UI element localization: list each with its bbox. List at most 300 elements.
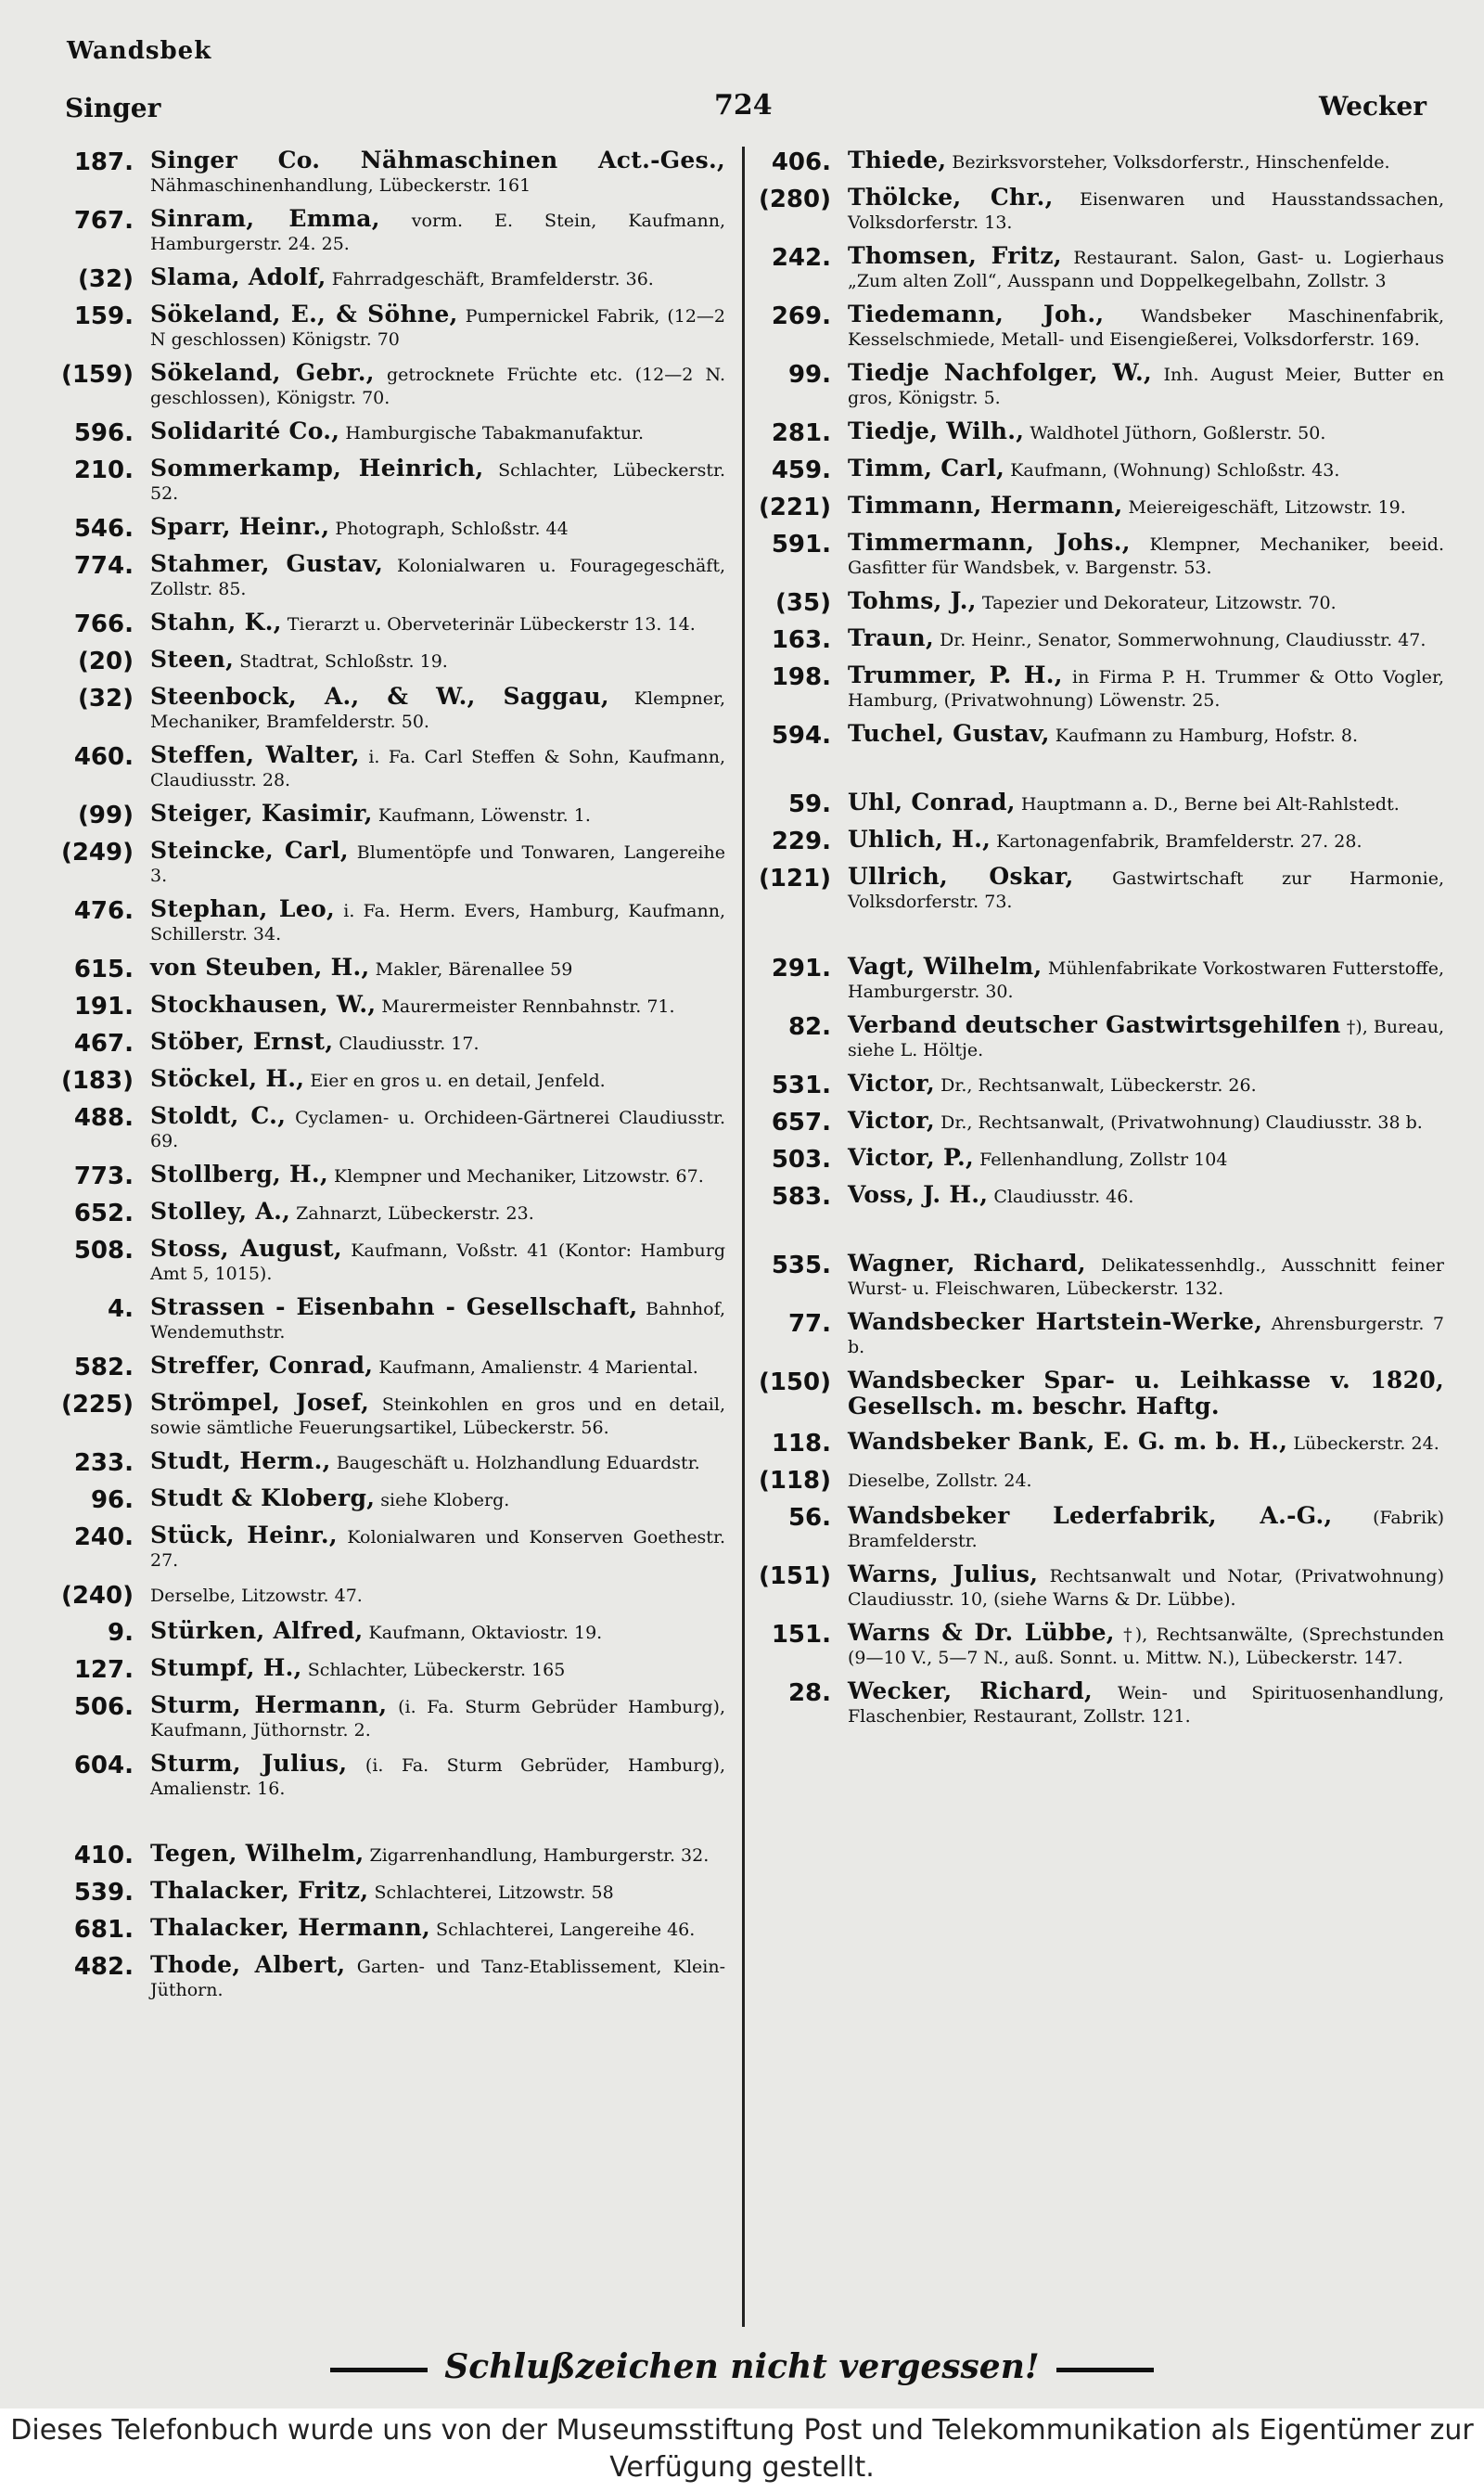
subscriber-details: Claudiusstr. 17. xyxy=(339,1034,480,1054)
directory-entry xyxy=(58,648,725,675)
entry-text xyxy=(848,1146,1444,1172)
subscriber-name: Sommerkamp, Heinrich, xyxy=(150,455,484,482)
subscriber-details: Maurermeister Rennbahnstr. 71. xyxy=(381,996,675,1017)
directory-entry xyxy=(753,456,1444,484)
subscriber-name: Streffer, Conrad, xyxy=(150,1352,374,1379)
phone-number: (35) xyxy=(775,589,831,617)
phone-number: 506. xyxy=(73,1693,134,1721)
subscriber-name: Timmann, Hermann, xyxy=(848,492,1123,519)
directory-entry xyxy=(753,1252,1444,1301)
subscriber-details: Photograph, Schloßstr. 44 xyxy=(335,519,569,539)
phone-number: (183) xyxy=(60,1067,134,1095)
subscriber-name: Warns, Julius, xyxy=(848,1561,1039,1587)
entry-text xyxy=(150,1953,725,2002)
phone-number: 77. xyxy=(787,1310,831,1338)
entry-text xyxy=(150,515,725,541)
subscriber-details: Schlachter, Lübeckerstr. 165 xyxy=(307,1660,566,1680)
subscriber-details: Klempner und Mechaniker, Litzowstr. 67. xyxy=(334,1166,704,1187)
entry-text xyxy=(848,1013,1444,1062)
phone-number: 82. xyxy=(787,1013,831,1041)
subscriber-name: Steffen, Walter, xyxy=(150,741,360,768)
footer-rule-right xyxy=(1056,2368,1154,2372)
directory-entry xyxy=(58,1752,725,1801)
directory-entry xyxy=(58,1391,725,1440)
directory-entry xyxy=(58,993,725,1021)
entry-text xyxy=(150,1104,725,1153)
phone-number: 269. xyxy=(771,302,831,330)
phone-number: 604. xyxy=(73,1752,134,1779)
subscriber-name: Singer Co. Nähmaschinen Act.-Ges., xyxy=(150,147,725,173)
subscriber-name: Traun, xyxy=(848,624,935,651)
subscriber-name: Victor, xyxy=(848,1107,936,1134)
directory-entry xyxy=(58,1163,725,1190)
entry-text xyxy=(848,626,1444,652)
subscriber-details: Kolonialwaren und Konserven Goethestr. 27. xyxy=(150,1527,725,1571)
phone-number: 240. xyxy=(73,1523,134,1551)
entry-text xyxy=(848,790,1444,816)
entry-text xyxy=(150,1656,725,1682)
entry-text xyxy=(150,207,725,256)
subscriber-details: i. Fa. Carl Steffen & Sohn, Kaufmann, Claudiusstr. 28. xyxy=(150,747,725,790)
directory-entry xyxy=(753,828,1444,855)
directory-entry xyxy=(58,1916,725,1944)
directory-entry xyxy=(58,897,725,946)
subscriber-details: Dr., Rechtsanwalt, Lübeckerstr. 26. xyxy=(940,1075,1257,1096)
entry-text xyxy=(848,1183,1444,1209)
directory-entry xyxy=(58,148,725,198)
entry-text xyxy=(150,1486,725,1512)
directory-entry xyxy=(58,1237,725,1286)
phone-number: 127. xyxy=(73,1656,134,1684)
subscriber-details: i. Fa. Herm. Evers, Hamburg, Kaufmann, Schillerstr. 34. xyxy=(150,901,725,944)
phone-number: (240) xyxy=(60,1582,134,1610)
directory-entry xyxy=(753,361,1444,410)
entry-text xyxy=(150,265,725,291)
phone-number: 410. xyxy=(73,1842,134,1869)
phone-number: 535. xyxy=(771,1252,831,1279)
subscriber-details: Eier en gros u. en detail, Jenfeld. xyxy=(310,1071,606,1091)
phone-number: 229. xyxy=(771,828,831,855)
directory-entry xyxy=(753,955,1444,1004)
subscriber-details: Makler, Bärenallee 59 xyxy=(375,959,573,980)
subscriber-details: Kaufmann, Voßstr. 41 (Kontor: Hamburg Amt 5, 1015). xyxy=(150,1240,725,1284)
entry-text xyxy=(848,419,1444,445)
subscriber-name: Strömpel, Josef, xyxy=(150,1389,370,1416)
phone-number: 767. xyxy=(73,207,134,235)
entry-text xyxy=(150,743,725,792)
subscriber-name: Stollberg, H., xyxy=(150,1161,328,1188)
directory-entry xyxy=(58,1953,725,2002)
subscriber-details: Schlachterei, Litzowstr. 58 xyxy=(374,1882,614,1903)
subscriber-details: siehe Kloberg. xyxy=(380,1490,510,1510)
right-column xyxy=(753,148,1444,1738)
phone-number: (121) xyxy=(758,865,831,893)
phone-number: 652. xyxy=(73,1200,134,1227)
subscriber-name: Studt, Herm., xyxy=(150,1447,331,1474)
phone-number: 582. xyxy=(73,1354,134,1381)
subscriber-details: Kaufmann, Löwenstr. 1. xyxy=(377,805,591,826)
phone-number: (280) xyxy=(758,186,831,213)
subscriber-details: Ahrensburgerstr. 7 b. xyxy=(848,1314,1444,1357)
entry-text xyxy=(150,802,725,828)
subscriber-details: Hauptmann a. D., Berne bei Alt-Rahlstedt. xyxy=(1020,794,1400,815)
directory-entry xyxy=(753,148,1444,176)
directory-entry xyxy=(58,1354,725,1381)
subscriber-name: Tiedje Nachfolger, W., xyxy=(848,359,1152,386)
entry-text xyxy=(848,1467,1444,1493)
entry-text xyxy=(848,1679,1444,1728)
subscriber-name: Thalacker, Fritz, xyxy=(150,1877,369,1904)
subscriber-details: Dr. Heinr., Senator, Sommerwohnung, Claudiusstr. 47. xyxy=(940,630,1426,650)
directory-entry xyxy=(58,419,725,447)
phone-number: 503. xyxy=(771,1146,831,1174)
entry-text xyxy=(150,1237,725,1286)
phone-number: 591. xyxy=(771,531,831,559)
phone-number: 4. xyxy=(108,1295,134,1323)
directory-entry xyxy=(753,865,1444,914)
subscriber-name: Sökeland, Gebr., xyxy=(150,359,375,386)
entry-text xyxy=(848,1562,1444,1612)
directory-entry xyxy=(753,1310,1444,1359)
subscriber-name: Stolley, A., xyxy=(150,1198,291,1225)
subscriber-details: Tierarzt u. Oberveterinär Lübeckerstr 13. 14. xyxy=(287,614,696,635)
directory-entry xyxy=(753,1679,1444,1728)
directory-entry xyxy=(753,1146,1444,1174)
entry-text xyxy=(848,1504,1444,1553)
subscriber-details: Pumpernickel Fabrik, (12—2 N geschlossen) Königstr. 70 xyxy=(150,306,726,350)
entry-text xyxy=(150,993,725,1019)
entry-text xyxy=(150,1449,725,1475)
phone-number: (249) xyxy=(60,839,134,867)
directory-entry xyxy=(753,1013,1444,1062)
entry-text xyxy=(848,531,1444,580)
subscriber-name: von Steuben, H., xyxy=(150,954,370,981)
entry-text xyxy=(150,839,725,888)
subscriber-details: Waldhotel Jüthorn, Goßlerstr. 50. xyxy=(1030,423,1326,443)
column-divider xyxy=(742,147,745,2327)
entry-text xyxy=(848,186,1444,235)
directory-entry xyxy=(58,552,725,601)
phone-number: (20) xyxy=(78,648,134,675)
header-first-entry: Singer xyxy=(65,93,161,123)
phone-number: 28. xyxy=(787,1679,831,1707)
directory-entry xyxy=(753,1504,1444,1553)
phone-number: 460. xyxy=(73,743,134,771)
subscriber-details: Wandsbeker Maschinenfabrik, Kesselschmiede, Metall- und Eisengießerei, Volksdorferstr. 169. xyxy=(848,306,1444,350)
directory-entry xyxy=(58,1693,725,1742)
subscriber-name: Sturm, Hermann, xyxy=(150,1691,388,1718)
phone-number: 774. xyxy=(73,552,134,580)
phone-number: 9. xyxy=(108,1619,134,1647)
subscriber-name: Thiede, xyxy=(848,147,947,173)
phone-number: 476. xyxy=(73,897,134,925)
entry-text xyxy=(150,1523,725,1573)
entry-text xyxy=(150,685,725,734)
subscriber-name: Sturm, Julius, xyxy=(150,1750,348,1777)
subscriber-name: Steenbock, A., & W., Saggau, xyxy=(150,683,609,710)
subscriber-details: Zahnarzt, Lübeckerstr. 23. xyxy=(296,1203,534,1224)
subscriber-name: Thölcke, Chr., xyxy=(848,184,1054,211)
subscriber-details: Kaufmann, Amalienstr. 4 Mariental. xyxy=(378,1357,698,1378)
entry-text xyxy=(848,1072,1444,1098)
phone-number: 191. xyxy=(73,993,134,1021)
entry-text xyxy=(150,1067,725,1093)
directory-entry xyxy=(58,1523,725,1573)
subscriber-name: Uhlich, H., xyxy=(848,826,991,853)
phone-number: (32) xyxy=(78,265,134,293)
phone-number: (151) xyxy=(758,1562,831,1590)
directory-entry xyxy=(58,1582,725,1610)
phone-number: (225) xyxy=(60,1391,134,1419)
phone-number: (150) xyxy=(758,1368,831,1396)
subscriber-details: Fahrradgeschäft, Bramfelderstr. 36. xyxy=(331,269,654,289)
subscriber-name: Sökeland, E., & Söhne, xyxy=(150,301,458,328)
phone-number: 159. xyxy=(73,302,134,330)
subscriber-details: Stadtrat, Schloßstr. 19. xyxy=(239,651,448,672)
directory-entry xyxy=(753,663,1444,713)
subscriber-details: †), Rechtsanwälte, (Sprechstunden (9—10 V., 5—7 N., auß. Sonnt. u. Mittw. N.), Lübeckerstr. 147. xyxy=(848,1625,1444,1668)
subscriber-details: Blumentöpfe und Tonwaren, Langereihe 3. xyxy=(150,842,725,886)
subscriber-details: Dieselbe, Zollstr. 24. xyxy=(848,1471,1032,1491)
header-town: Wandsbek xyxy=(67,37,212,65)
phone-number: 488. xyxy=(73,1104,134,1132)
subscriber-name: Wagner, Richard, xyxy=(848,1250,1086,1277)
subscriber-details: †), Bureau, siehe L. Höltje. xyxy=(848,1017,1444,1060)
subscriber-details: Rechtsanwalt und Notar, (Privatwohnung) Claudiusstr. 10, (siehe Warns & Dr. Lübbe). xyxy=(848,1566,1444,1610)
subscriber-details: Claudiusstr. 46. xyxy=(993,1187,1134,1207)
subscriber-name: Thomsen, Fritz, xyxy=(848,242,1062,269)
footer-rule-left xyxy=(330,2368,428,2372)
directory-entry xyxy=(753,1109,1444,1137)
directory-entry xyxy=(753,494,1444,521)
entry-text xyxy=(150,1916,725,1942)
phone-number: 657. xyxy=(771,1109,831,1137)
phone-number: (32) xyxy=(78,685,134,713)
left-column xyxy=(58,148,725,2011)
subscriber-name: Stürken, Alfred, xyxy=(150,1617,364,1644)
subscriber-name: Slama, Adolf, xyxy=(150,263,326,290)
subscriber-name: Vagt, Wilhelm, xyxy=(848,953,1043,980)
phone-number: 773. xyxy=(73,1163,134,1190)
subscriber-name: Warns & Dr. Lübbe, xyxy=(848,1619,1115,1646)
phone-number: 118. xyxy=(771,1430,831,1458)
footer-text: Schlußzeichen nicht vergessen! xyxy=(444,2347,1040,2386)
subscriber-details: Steinkohlen en gros und en detail, sowie sämtliche Feuerungsartikel, Lübeckerstr. 56. xyxy=(150,1394,725,1438)
entry-text xyxy=(848,361,1444,410)
subscriber-details: Klempner, Mechaniker, Bramfelderstr. 50. xyxy=(150,688,726,732)
phone-number: 96. xyxy=(90,1486,134,1514)
entry-text xyxy=(848,302,1444,352)
entry-text xyxy=(150,552,725,601)
entry-text xyxy=(848,494,1444,520)
directory-entry xyxy=(753,790,1444,818)
entry-text xyxy=(150,648,725,674)
phone-number: 406. xyxy=(771,148,831,176)
subscriber-details: Derselbe, Litzowstr. 47. xyxy=(150,1586,363,1606)
directory-entry xyxy=(58,1486,725,1514)
entry-text xyxy=(150,897,725,946)
subscriber-details: Wein- und Spirituosenhandlung, Flaschenbier, Restaurant, Zollstr. 121. xyxy=(848,1683,1444,1727)
subscriber-name: Thalacker, Hermann, xyxy=(150,1914,430,1941)
subscriber-details: in Firma P. H. Trummer & Otto Vogler, Hamburg, (Privatwohnung) Löwenstr. 25. xyxy=(848,667,1444,711)
directory-entry xyxy=(58,743,725,792)
directory-entry xyxy=(58,1842,725,1869)
subscriber-details: Kaufmann, (Wohnung) Schloßstr. 43. xyxy=(1010,460,1340,481)
entry-text xyxy=(150,1693,725,1742)
subscriber-details: Nähmaschinenhandlung, Lübeckerstr. 161 xyxy=(150,175,531,196)
subscriber-name: Strassen - Eisenbahn - Gesellschaft, xyxy=(150,1293,638,1320)
directory-entry xyxy=(58,207,725,256)
entry-text xyxy=(848,722,1444,748)
entry-text xyxy=(848,148,1444,174)
phone-number: 233. xyxy=(73,1449,134,1477)
footer-reminder xyxy=(0,2347,1484,2386)
directory-entry xyxy=(58,302,725,352)
directory-entry xyxy=(58,1879,725,1907)
subscriber-name: Victor, xyxy=(848,1070,936,1097)
entry-text xyxy=(848,1621,1444,1670)
subscriber-name: Tiedje, Wilh., xyxy=(848,417,1025,444)
phone-number: 681. xyxy=(73,1916,134,1944)
subscriber-details: Meiereigeschäft, Litzowstr. 19. xyxy=(1128,497,1406,518)
entry-text xyxy=(150,1752,725,1801)
subscriber-name: Stahn, K., xyxy=(150,609,282,636)
directory-entry xyxy=(753,419,1444,447)
subscriber-details: Kaufmann, Oktaviostr. 19. xyxy=(368,1623,603,1643)
directory-entry xyxy=(58,1619,725,1647)
page-number: 724 xyxy=(714,89,773,122)
directory-entry xyxy=(753,1467,1444,1495)
subscriber-details: (i. Fa. Sturm Gebrüder Hamburg), Kaufmann, Jüthornstr. 2. xyxy=(150,1697,726,1741)
entry-text xyxy=(848,663,1444,713)
directory-entry xyxy=(58,956,725,983)
subscriber-details: Lübeckerstr. 24. xyxy=(1293,1433,1439,1454)
phone-number: 615. xyxy=(73,956,134,983)
phone-number: 56. xyxy=(787,1504,831,1532)
entry-text xyxy=(150,148,725,198)
phone-number: 151. xyxy=(771,1621,831,1649)
subscriber-name: Voss, J. H., xyxy=(848,1181,989,1208)
phone-number: (118) xyxy=(758,1467,831,1495)
subscriber-name: Tohms, J., xyxy=(848,587,977,614)
subscriber-details: (Fabrik) Bramfelderstr. xyxy=(848,1508,1444,1551)
subscriber-details: Kartonagenfabrik, Bramfelderstr. 27. 28. xyxy=(996,831,1362,852)
directory-entry xyxy=(58,839,725,888)
phone-number: 281. xyxy=(771,419,831,447)
phone-number: 594. xyxy=(771,722,831,750)
phone-number: 583. xyxy=(771,1183,831,1211)
archive-caption: Dieses Telefonbuch wurde uns von der Museumsstiftung Post und Telekommunikation als Eigentümer zur Verfügung gestellt. xyxy=(10,2414,1474,2484)
subscriber-details: Delikatessenhdlg., Ausschnitt feiner Wurst- u. Fleischwaren, Lübeckerstr. 132. xyxy=(848,1255,1445,1299)
subscriber-name: Steiger, Kasimir, xyxy=(150,800,373,827)
entry-text xyxy=(150,1879,725,1905)
phone-number: 596. xyxy=(73,419,134,447)
subscriber-name: Stöber, Ernst, xyxy=(150,1028,334,1055)
subscriber-name: Solidarité Co., xyxy=(150,417,340,444)
subscriber-name: Stephan, Leo, xyxy=(150,895,335,922)
subscriber-name: Stahmer, Gustav, xyxy=(150,550,384,577)
subscriber-name: Victor, P., xyxy=(848,1144,975,1171)
directory-entry xyxy=(58,1104,725,1153)
entry-text xyxy=(848,1310,1444,1359)
subscriber-name: Timm, Carl, xyxy=(848,455,1005,482)
subscriber-name: Timmermann, Johs., xyxy=(848,529,1131,556)
subscriber-name: Wandsbeker Bank, E. G. m. b. H., xyxy=(848,1428,1288,1455)
subscriber-details: Gastwirtschaft zur Harmonie, Volksdorferstr. 73. xyxy=(848,868,1445,912)
subscriber-details: Klempner, Mechaniker, beeid. Gasfitter für Wandsbek, v. Bargenstr. 53. xyxy=(848,534,1445,578)
entry-text xyxy=(150,1200,725,1226)
entry-text xyxy=(150,1163,725,1188)
directory-entry xyxy=(58,1449,725,1477)
subscriber-details: Bezirksvorsteher, Volksdorferstr., Hinschenfelde. xyxy=(952,152,1390,173)
subscriber-details: Mühlenfabrikate Vorkostwaren Futterstoffe, Hamburgerstr. 30. xyxy=(848,958,1444,1002)
entry-text xyxy=(150,302,725,352)
subscriber-details: Kolonialwaren u. Fouragegeschäft, Zollstr. 85. xyxy=(150,556,725,599)
entry-text xyxy=(150,1030,725,1056)
phone-number: (159) xyxy=(60,361,134,389)
subscriber-details: Zigarrenhandlung, Hamburgerstr. 32. xyxy=(369,1845,710,1866)
subscriber-name: Tiedemann, Joh., xyxy=(848,301,1105,328)
directory-entry xyxy=(753,1562,1444,1612)
phone-number: 291. xyxy=(771,955,831,983)
directory-entry xyxy=(753,531,1444,580)
directory-entry xyxy=(753,1072,1444,1099)
subscriber-name: Stück, Heinr., xyxy=(150,1522,338,1548)
directory-entry xyxy=(58,685,725,734)
subscriber-name: Steen, xyxy=(150,646,235,673)
subscriber-details: Kaufmann zu Hamburg, Hofstr. 8. xyxy=(1055,726,1358,746)
phone-number: 546. xyxy=(73,515,134,543)
entry-text xyxy=(848,244,1444,293)
directory-entry xyxy=(753,186,1444,235)
subscriber-details: Fellenhandlung, Zollstr 104 xyxy=(979,1150,1228,1170)
directory-entry xyxy=(58,1030,725,1058)
entry-text xyxy=(150,456,725,506)
phone-number: 482. xyxy=(73,1953,134,1981)
directory-entry xyxy=(753,302,1444,352)
phone-number: (221) xyxy=(758,494,831,521)
entry-text xyxy=(848,589,1444,615)
phone-number: 508. xyxy=(73,1237,134,1265)
subscriber-details: Restaurant. Salon, Gast- u. Logierhaus „Zum alten Zoll“, Ausspann und Doppelkegelbahn, Zollstr. 3 xyxy=(848,248,1444,291)
entry-text xyxy=(150,956,725,982)
directory-entry xyxy=(58,1295,725,1344)
phone-number: 163. xyxy=(771,626,831,654)
entry-text xyxy=(150,1582,725,1608)
entry-text xyxy=(150,1354,725,1380)
phone-number: 531. xyxy=(771,1072,831,1099)
subscriber-name: Tegen, Wilhelm, xyxy=(150,1840,365,1867)
phone-number: 766. xyxy=(73,610,134,638)
subscriber-details: Cyclamen- u. Orchideen-Gärtnerei Claudiusstr. 69. xyxy=(150,1108,726,1151)
directory-entry xyxy=(753,244,1444,293)
subscriber-name: Studt & Kloberg, xyxy=(150,1484,376,1511)
entry-text xyxy=(848,1368,1444,1420)
directory-entry xyxy=(58,610,725,638)
directory-entry xyxy=(753,626,1444,654)
subscriber-details: Dr., Rechtsanwalt, (Privatwohnung) Claudiusstr. 38 b. xyxy=(940,1112,1423,1133)
subscriber-name: Trummer, P. H., xyxy=(848,662,1063,688)
subscriber-details: Hamburgische Tabakmanufaktur. xyxy=(345,423,645,443)
subscriber-details: Bahnhof, Wendemuthstr. xyxy=(150,1299,725,1342)
subscriber-details: vorm. E. Stein, Kaufmann, Hamburgerstr. 24. 25. xyxy=(150,211,725,254)
entry-text xyxy=(150,419,725,445)
subscriber-name: Sinram, Emma, xyxy=(150,205,380,232)
directory-entry xyxy=(58,361,725,410)
subscriber-name: Stöckel, H., xyxy=(150,1065,305,1092)
subscriber-name: Stumpf, H., xyxy=(150,1654,302,1681)
subscriber-name: Wandsbecker Spar- u. Leihkasse v. 1820, Gesellsch. m. beschr. Haftg. xyxy=(848,1367,1444,1419)
